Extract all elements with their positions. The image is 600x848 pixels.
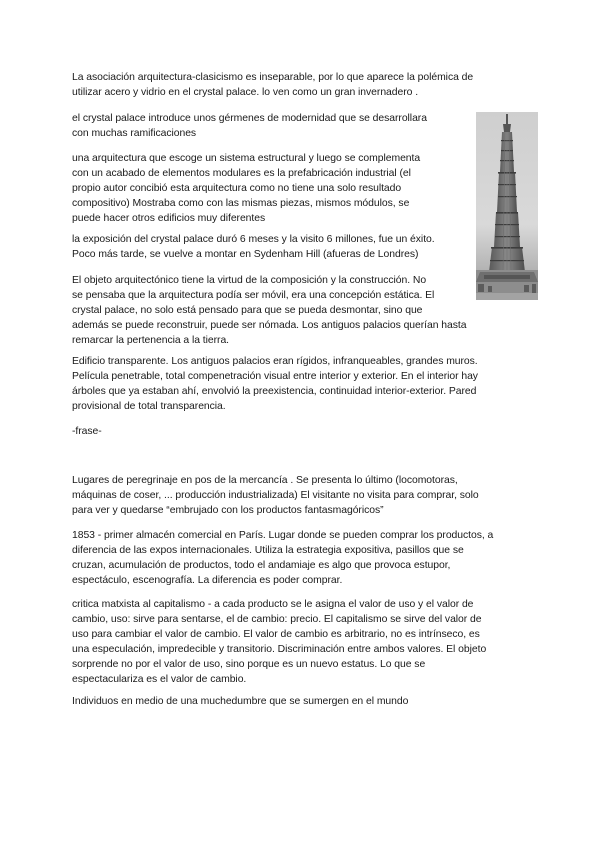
paragraph-8 xyxy=(72,528,493,588)
text-line: crystal palace, no solo está pensado para que se pueda desmontar, sino que xyxy=(72,305,423,316)
text-line: Individuos en medio de una muchedumbre que se sumergen en el mundo xyxy=(72,696,409,707)
text-line: espectaculariza es el valor de cambio. xyxy=(72,674,247,685)
text-line: espectáculo, escenografía. La diferencia es poder comprar. xyxy=(72,575,343,586)
paragraph-1 xyxy=(72,70,473,100)
text-line: Edificio transparente. Los antiguos palacios eran rígidos, infranqueables, grandes muros. xyxy=(72,356,478,367)
text-line: sorprende no por el valor de uso, sino porque es un nuevo estatus. Lo que se xyxy=(72,659,426,670)
text-line: cruzan, acumulación de productos, todo el andamiaje es algo que provoca estupor, xyxy=(72,560,451,571)
text-line: se pensaba que la arquitectura podía ser móvil, era una concepción estática. El xyxy=(72,290,435,301)
text-line: con un acabado de elementos modulares es la prefabricación industrial (el xyxy=(72,168,411,179)
paragraph-5 xyxy=(72,273,466,348)
paragraph-7 xyxy=(72,473,479,518)
text-line: para ver y quedarse “embrujado con los productos fantasmagóricos” xyxy=(72,505,384,516)
text-line: además se puede reconstruir, puede ser nómada. Los antiguos palacios querían hasta xyxy=(72,320,467,331)
paragraph-4 xyxy=(72,232,435,262)
text-line: El objeto arquitectónico tiene la virtud de la composición y la construcción. No xyxy=(72,275,427,286)
text-line: diferencia de las expos internacionales. Utiliza la estrategia expositiva, pasillos que se xyxy=(72,545,464,556)
paragraph-3 xyxy=(72,151,420,226)
paragraph-6 xyxy=(72,354,478,414)
text-line: utilizar acero y vidrio en el crystal palace. lo ven como un gran invernadero . xyxy=(72,87,419,98)
text-line: propio autor concibió esta arquitectura como no tiene una solo resultado xyxy=(72,183,402,194)
text-line: provisional de total transparencia. xyxy=(72,401,226,412)
text-line: critica matxista al capitalismo - a cada producto se le asigna el valor de uso y el valor de xyxy=(72,599,474,610)
text-line: máquinas de coser, ... producción industrializada) El visitante no visita para comprar, solo xyxy=(72,490,479,501)
text-line: una especulación, impredecible y transitorio. Discriminación entre ambos valores. El objeto xyxy=(72,644,487,655)
tower-photo xyxy=(476,112,538,300)
text-line: el crystal palace introduce unos gérmenes de modernidad que se desarrollara xyxy=(72,113,427,124)
text-line: puede hacer otros edificios muy diferentes xyxy=(72,213,266,224)
text-line: remarcar la pertenencia a la tierra. xyxy=(72,335,230,346)
text-line: una arquitectura que escoge un sistema estructural y luego se complementa xyxy=(72,153,421,164)
paragraph-frase xyxy=(72,424,102,439)
text-line: La asociación arquitectura-clasicismo es inseparable, por lo que aparece la polémica de xyxy=(72,72,474,83)
text-line: Poco más tarde, se vuelve a montar en Sydenham Hill (afueras de Londres) xyxy=(72,249,419,260)
text-line: árboles que ya estaban ahí, envolvió la preexistencia, continuidad interior-exterior. Pared xyxy=(72,386,477,397)
text-line: uso para cambiar el valor de cambio. El valor de cambio es arbitrario, no es intrínseco, es xyxy=(72,629,480,640)
text-line: Lugares de peregrinaje en pos de la mercancía . Se presenta lo último (locomotoras, xyxy=(72,475,458,486)
paragraph-10 xyxy=(72,694,408,709)
text-line: la exposición del crystal palace duró 6 meses y la visito 6 millones, fue un éxito. xyxy=(72,234,435,245)
paragraph-9 xyxy=(72,597,486,687)
text-line: 1853 - primer almacén comercial en París. Lugar donde se pueden comprar los productos, a xyxy=(72,530,494,541)
text-line: con muchas ramificaciones xyxy=(72,128,197,139)
text-line: -frase- xyxy=(72,426,102,437)
text-line: compositivo) Mostraba como con las mismas piezas, mismos módulos, se xyxy=(72,198,410,209)
text-line: cambio, uso: sirve para sentarse, el de cambio: precio. El capitalismo se sirve del valor de xyxy=(72,614,482,625)
paragraph-2 xyxy=(72,111,427,141)
text-line: Película penetrable, total compenetración visual entre interior y exterior. En el interior hay xyxy=(72,371,478,382)
